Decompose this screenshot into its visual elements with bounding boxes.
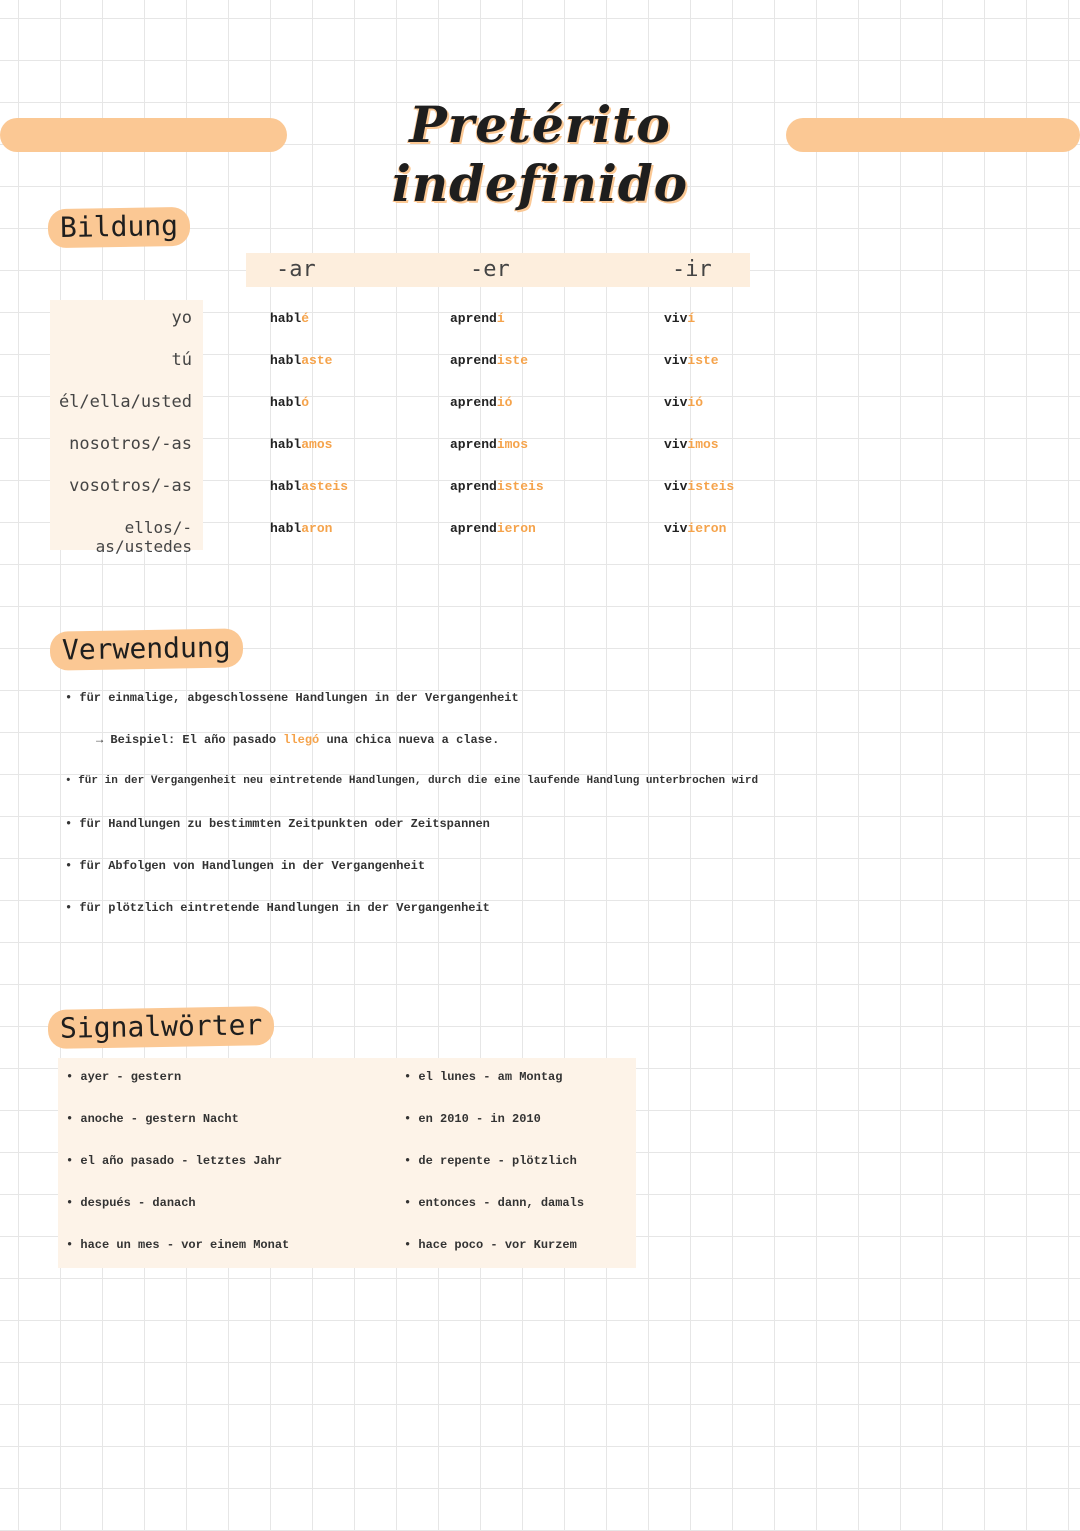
verb-stem: habl (270, 353, 302, 368)
verb-ending: aron (301, 521, 333, 536)
verb-stem: aprend (450, 353, 497, 368)
pronoun-label: nosotros/-as (69, 434, 192, 454)
verb-ending: é (301, 311, 310, 326)
title-bar-left (0, 118, 287, 152)
verb-stem: aprend (450, 521, 497, 536)
verb-form (664, 437, 719, 452)
verb-ending: isteis (687, 479, 735, 494)
pronoun-label: yo (171, 308, 192, 328)
verb-ending: ieron (687, 521, 727, 536)
signal-word-left: • anoche - gestern Nacht (66, 1112, 239, 1126)
verb-stem: habl (270, 521, 302, 536)
verb-ending: asteis (301, 479, 349, 494)
verb-form (664, 353, 719, 368)
verb-stem: viv (664, 311, 688, 326)
verb-form (270, 395, 309, 410)
verb-ending: imos (496, 437, 529, 452)
verb-stem: habl (270, 437, 302, 452)
signal-word-right: • hace poco - vor Kurzem (404, 1238, 577, 1252)
verb-form (664, 395, 703, 410)
verb-ending: iste (496, 353, 529, 368)
verb-stem: aprend (450, 311, 497, 326)
usage-item: • für in der Vergangenheit neu eintretende Handlungen, durch die eine laufende Handlung unterbrochen wird (65, 775, 759, 787)
verb-ending: í (687, 311, 696, 326)
verb-stem: habl (270, 395, 302, 410)
verb-stem: viv (664, 521, 688, 536)
verb-ending: imos (687, 437, 719, 452)
verb-ending: ó (301, 395, 310, 410)
example-suffix: una chica nueva a clase. (326, 733, 500, 747)
section-heading-bildung: Bildung (48, 207, 191, 248)
column-header-ar: -ar (276, 257, 316, 282)
verb-stem: viv (664, 395, 688, 410)
usage-item: • für plötzlich eintretende Handlungen in der Vergangenheit (65, 901, 490, 915)
verb-stem: aprend (450, 479, 497, 494)
verb-ending: iste (687, 353, 719, 368)
verb-stem: habl (270, 311, 302, 326)
verb-stem: viv (664, 437, 688, 452)
signal-word-left: • hace un mes - vor einem Monat (66, 1238, 290, 1252)
verb-form (450, 479, 544, 494)
verb-form (270, 311, 309, 326)
verb-ending: ieron (496, 521, 536, 536)
verb-ending: amos (301, 437, 333, 452)
verb-form (450, 311, 505, 326)
signal-word-left: • el año pasado - letztes Jahr (66, 1154, 283, 1168)
pronoun-label: él/ella/usted (58, 392, 192, 412)
pronoun-label: ellos/-as/ustedes (95, 518, 192, 556)
example-prefix: → Beispiel: El año pasado (96, 733, 277, 747)
verb-form (664, 479, 734, 494)
usage-item: • für einmalige, abgeschlossene Handlungen in der Vergangenheit (65, 691, 519, 705)
section-heading-verwendung: Verwendung (50, 628, 243, 670)
signal-word-right: • de repente - plötzlich (404, 1154, 577, 1168)
usage-item: • für Abfolgen von Handlungen in der Vergangenheit (65, 859, 426, 873)
verb-form (270, 437, 332, 452)
verb-stem: aprend (450, 437, 497, 452)
signal-word-left: • ayer - gestern (66, 1070, 182, 1084)
pronoun-label: tú (171, 350, 192, 370)
signal-word-right: • en 2010 - in 2010 (404, 1112, 541, 1126)
verb-stem: viv (664, 353, 688, 368)
section-heading-signalwoerter: Signalwörter (48, 1006, 275, 1049)
usage-example (96, 733, 499, 747)
verb-form (270, 521, 332, 536)
verb-ending: í (496, 311, 505, 326)
verb-stem: aprend (450, 395, 497, 410)
column-header-ir: -ir (672, 257, 712, 282)
verb-ending: isteis (496, 479, 544, 494)
verb-stem: viv (664, 479, 688, 494)
verb-ending: ió (687, 395, 704, 410)
pronoun-column-background (50, 300, 203, 550)
column-header-er: -er (470, 257, 510, 282)
verb-form (450, 437, 528, 452)
signal-word-left: • después - danach (66, 1196, 196, 1210)
pronoun-label: vosotros/-as (69, 476, 192, 496)
example-highlight: llegó (283, 733, 320, 747)
verb-form (450, 521, 536, 536)
page-title: Pretérito indefinido (391, 95, 689, 213)
title-bar-right (786, 118, 1080, 152)
usage-item: • für Handlungen zu bestimmten Zeitpunkten oder Zeitspannen (65, 817, 490, 831)
verb-form (270, 353, 332, 368)
verb-form (664, 311, 695, 326)
verb-form (450, 395, 512, 410)
verb-form (450, 353, 528, 368)
verb-ending: ió (496, 395, 513, 410)
verb-form (270, 479, 348, 494)
verb-stem: habl (270, 479, 302, 494)
signal-word-right: • entonces - dann, damals (404, 1196, 585, 1210)
signal-word-right: • el lunes - am Montag (404, 1070, 563, 1084)
verb-ending: aste (301, 353, 333, 368)
verb-form (664, 521, 726, 536)
